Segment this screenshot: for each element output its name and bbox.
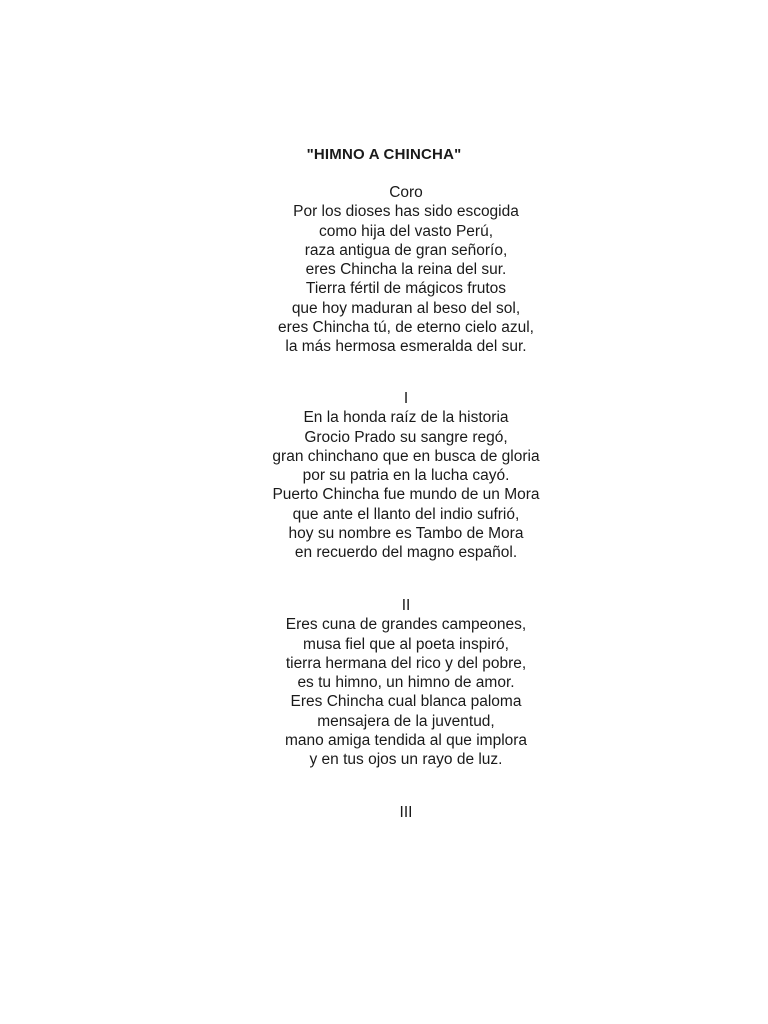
verse-line: que hoy maduran al beso del sol, bbox=[291, 299, 521, 317]
verse-line: Grocio Prado su sangre regó, bbox=[304, 428, 508, 446]
verse-line: la más hermosa esmeralda del sur. bbox=[285, 338, 527, 356]
verse-line: hoy su nombre es Tambo de Mora bbox=[288, 525, 524, 543]
verse-line: en recuerdo del magno español. bbox=[294, 544, 518, 562]
stanza-heading: I bbox=[403, 390, 409, 407]
verse-line: por su patria en la lucha cayó. bbox=[302, 467, 510, 485]
verse-line: es tu himno, un himno de amor. bbox=[297, 674, 515, 692]
verse-line: Puerto Chincha fue mundo de un Mora bbox=[272, 486, 540, 504]
verse-line: Eres Chincha cual blanca paloma bbox=[290, 693, 522, 711]
verse-line: Tierra fértil de mágicos frutos bbox=[305, 280, 507, 298]
verse-line: mensajera de la juventud, bbox=[317, 712, 495, 730]
verse-line: como hija del vasto Perú, bbox=[318, 222, 494, 240]
page-title: "HIMNO A CHINCHA" bbox=[306, 146, 462, 163]
stanza-coro bbox=[0, 183, 768, 357]
stanza-heading: II bbox=[401, 597, 411, 614]
stanza-iii bbox=[0, 803, 768, 822]
verse-line: gran chinchano que en busca de gloria bbox=[272, 447, 540, 465]
verse-line: Eres cuna de grandes campeones, bbox=[285, 616, 527, 634]
stanza-heading: Coro bbox=[389, 184, 423, 201]
verse-line: Por los dioses has sido escogida bbox=[293, 203, 519, 221]
verse-line: que ante el llanto del indio sufrió, bbox=[292, 505, 520, 523]
stanza-i bbox=[0, 389, 768, 563]
verse-line: eres Chincha la reina del sur. bbox=[305, 261, 507, 279]
verse-line: tierra hermana del rico y del pobre, bbox=[285, 654, 527, 672]
verse-line: y en tus ojos un rayo de luz. bbox=[309, 751, 503, 769]
stanza-ii bbox=[0, 596, 768, 770]
stanza-heading: III bbox=[399, 804, 413, 821]
verse-line: mano amiga tendida al que implora bbox=[284, 732, 528, 750]
verse-line: En la honda raíz de la historia bbox=[303, 409, 509, 427]
verse-line: musa fiel que al poeta inspiró, bbox=[303, 635, 509, 653]
verse-line: raza antigua de gran señorío, bbox=[304, 241, 508, 259]
verse-line: eres Chincha tú, de eterno cielo azul, bbox=[278, 319, 534, 337]
